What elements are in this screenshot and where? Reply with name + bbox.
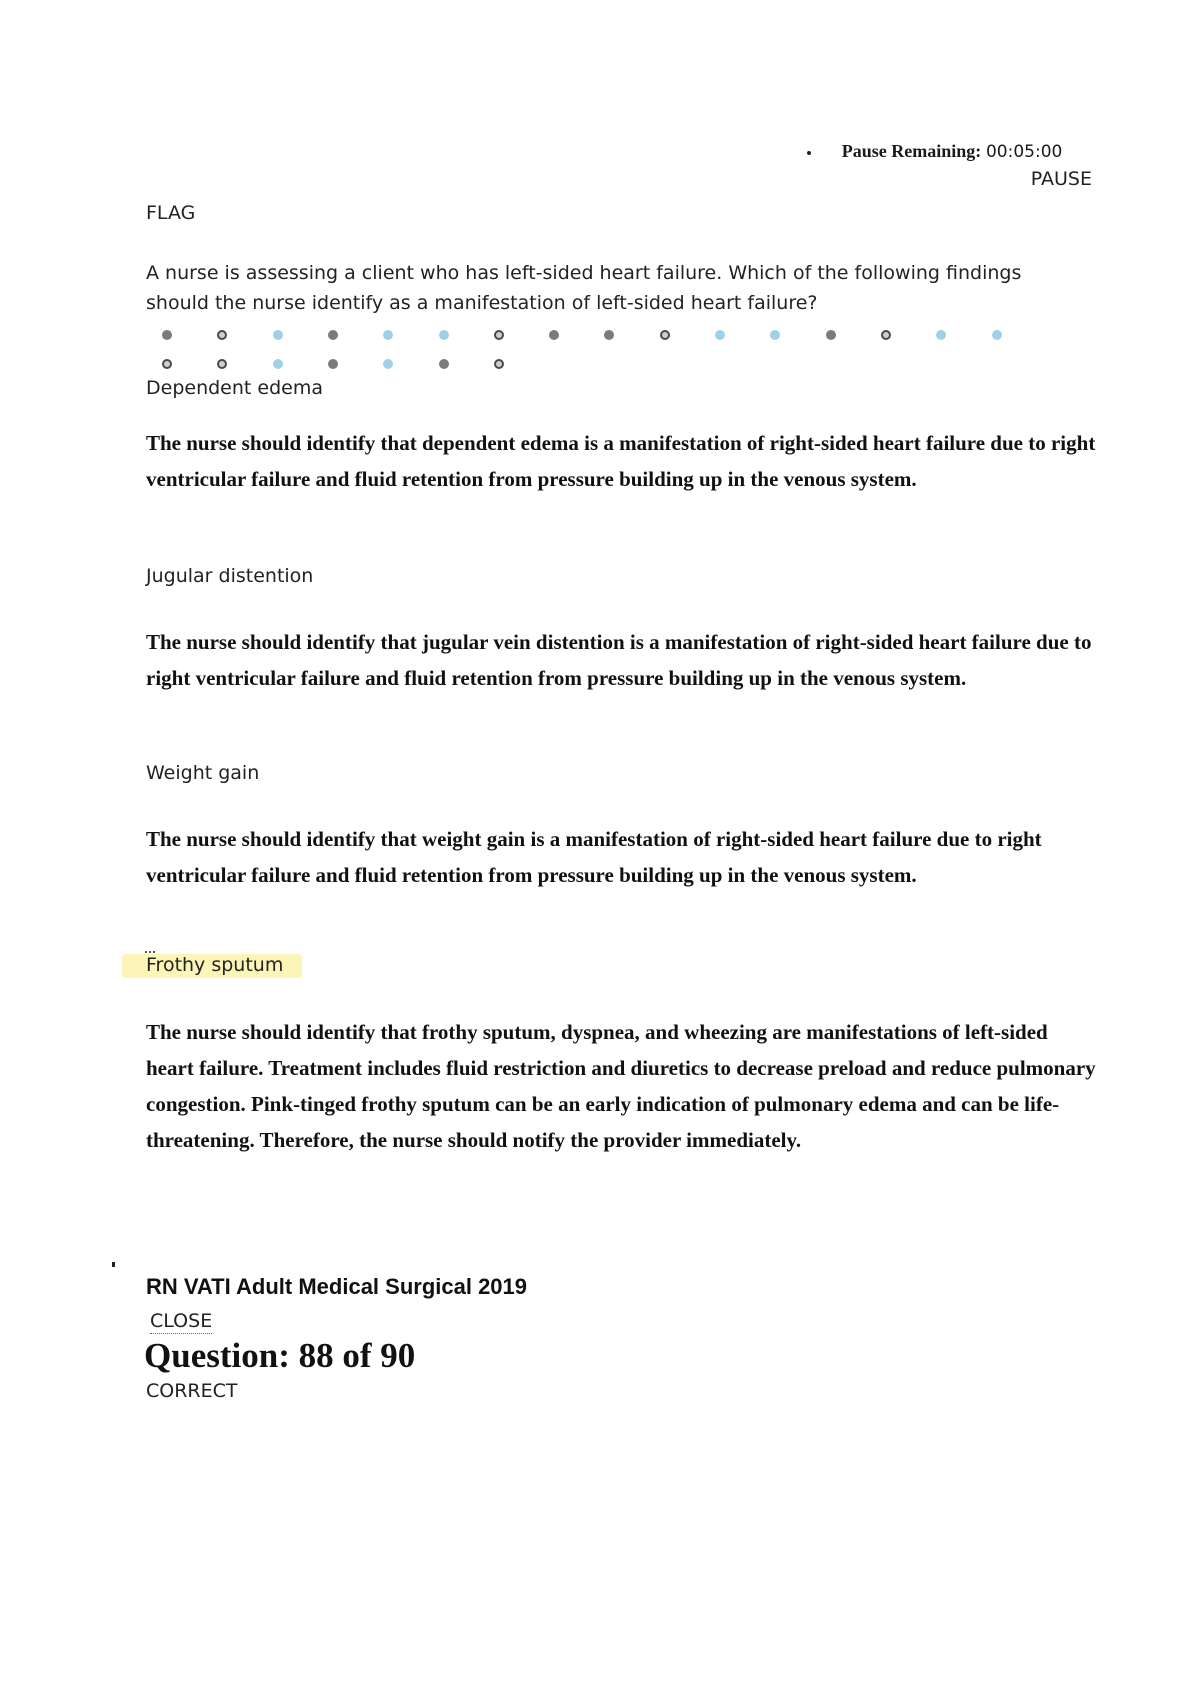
stray-mark [112, 1262, 115, 1267]
question-nav-dot[interactable] [162, 359, 172, 369]
option-jugular-distention[interactable]: Jugular distention [146, 565, 314, 587]
question-nav-dot[interactable] [439, 359, 449, 369]
question-nav-dot[interactable] [826, 330, 836, 340]
question-text: A nurse is assessing a client who has left-sided heart failure. Which of the following findings should the nurse identify as a manifestation of left-sided heart failure? [146, 262, 1022, 314]
question-nav-dot[interactable] [936, 330, 946, 340]
pause-remaining-time: 00:05:00 [985, 142, 1063, 162]
course-title: RN VATI Adult Medical Surgical 2019 [146, 1274, 528, 1299]
option-frothy-sputum[interactable]: Frothy sputum [146, 954, 284, 976]
bullet-icon [807, 151, 811, 155]
question-nav-dot[interactable] [273, 359, 283, 369]
question-nav-dot[interactable] [383, 330, 393, 340]
question-nav-dot[interactable] [383, 359, 393, 369]
question-nav-dot[interactable] [881, 330, 891, 340]
question-nav-dot[interactable] [439, 330, 449, 340]
question-nav-dot[interactable] [217, 330, 227, 340]
question-nav-dot[interactable] [494, 330, 504, 340]
option-weight-gain[interactable]: Weight gain [146, 762, 260, 784]
question-nav-dot[interactable] [715, 330, 725, 340]
answer-status: CORRECT [146, 1380, 238, 1402]
question-nav-dot[interactable] [770, 330, 780, 340]
rationale-frothy-sputum: The nurse should identify that frothy sputum, dyspnea, and wheezing are manifestations of left-sided heart failure. Treatment includes fluid restriction and diuretics to decrease preload and reduce pulmonary congestion. Pink-tinged frothy sputum can be an early indication of pulmonary edema and can be life-threatening. Therefore, the nurse should notify the provider immediately. [146, 1020, 1096, 1152]
close-button[interactable]: CLOSE [150, 1310, 213, 1332]
pause-remaining [807, 141, 1062, 162]
pause-remaining-label: Pause Remaining: [841, 141, 982, 161]
rationale-jugular-distention: The nurse should identify that jugular vein distention is a manifestation of right-sided heart failure due to right ventricular failure and fluid retention from pressure building up in the venous system. [146, 630, 1092, 690]
option-dependent-edema[interactable]: Dependent edema [146, 377, 323, 399]
rationale-dependent-edema: The nurse should identify that dependent edema is a manifestation of right-sided heart failure due to right ventricular failure and fluid retention from pressure building up in the venous system. [146, 431, 1096, 491]
question-nav-dot[interactable] [660, 330, 670, 340]
question-nav-dot[interactable] [494, 359, 504, 369]
question-nav-dot[interactable] [217, 359, 227, 369]
question-nav-dot[interactable] [273, 330, 283, 340]
question-counter: Question: 88 of 90 [144, 1336, 416, 1375]
rationale-weight-gain: The nurse should identify that weight gain is a manifestation of right-sided heart failure due to right ventricular failure and fluid retention from pressure building up in the venous system. [146, 827, 1042, 887]
pause-button[interactable]: PAUSE [1030, 168, 1092, 190]
selection-marker [145, 951, 155, 953]
question-nav-dot[interactable] [328, 330, 338, 340]
flag-button[interactable]: FLAG [146, 202, 196, 224]
question-nav-dot[interactable] [992, 330, 1002, 340]
question-nav-dot[interactable] [604, 330, 614, 340]
question-nav-dot[interactable] [549, 330, 559, 340]
question-nav-dot[interactable] [162, 330, 172, 340]
question-nav-dot[interactable] [328, 359, 338, 369]
